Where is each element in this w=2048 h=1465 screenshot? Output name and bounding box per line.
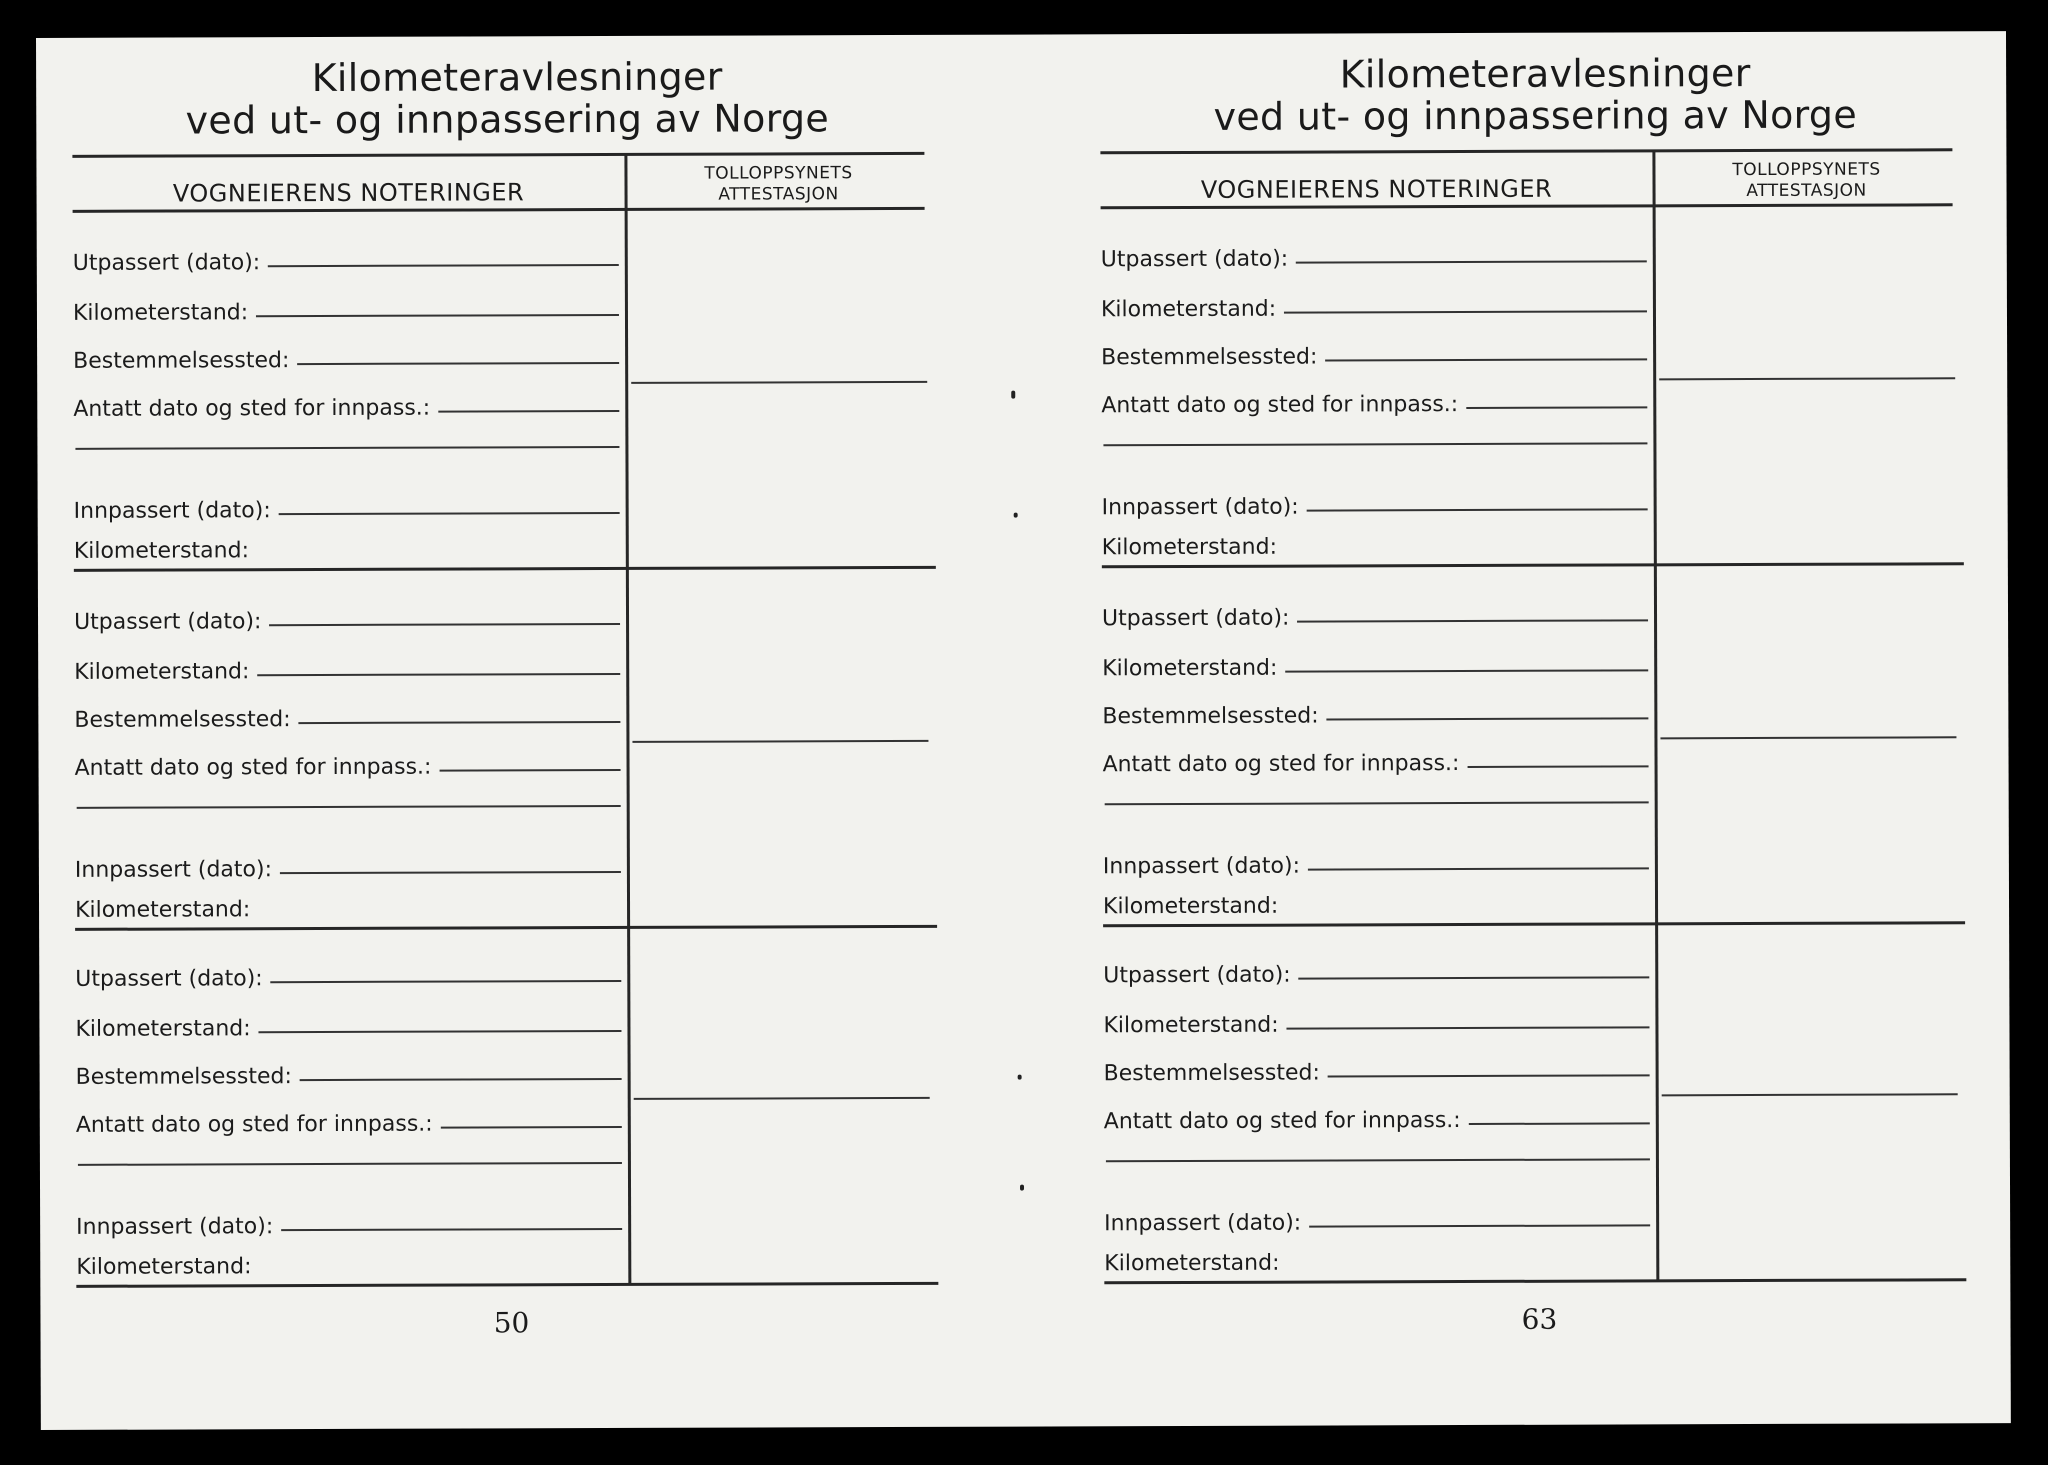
kilometerstand-label: Kilometerstand: [75,897,251,923]
customs-attestation-header [632,163,924,206]
section-rule [1104,1278,1966,1284]
utpassert-line[interactable] [269,623,620,626]
innpassert-label: Innpassert (dato): [76,1214,274,1240]
antatt-label: Antatt dato og sted for innpass.: [1102,751,1460,778]
innpassert-label: Innpassert (dato): [74,857,273,883]
customs-header-line1: TOLLOPPSYNETS [704,163,853,184]
innpassert-label: Innpassert (dato): [1102,853,1301,880]
attestation-divider [1659,377,1955,380]
entry-section [73,209,934,572]
utpassert-field[interactable] [74,601,626,635]
antatt-field[interactable] [74,747,626,781]
kilometerstand-label: Kilometerstand: [73,538,250,564]
kilometerstand-line[interactable] [256,314,619,317]
utpassert-label: Utpassert (dato): [1101,605,1290,632]
kilometerstand-label: Kilometerstand: [75,1016,251,1042]
bestemmelsessted-label: Bestemmelsessted: [1103,1060,1320,1087]
bestemmelsessted-line[interactable] [1325,358,1647,361]
owner-notes-header: VOGNEIERENS NOTERINGER [172,178,525,208]
antatt-label: Antatt dato og sted for innpass.: [75,1111,433,1138]
utpassert-field[interactable] [1101,238,1653,272]
antatt-continuation-line[interactable] [1106,1158,1650,1162]
antatt-label: Antatt dato og sted for innpass.: [74,754,432,781]
kilometerstand-label: Kilometerstand: [1102,655,1278,682]
bestemmelsessted-label: Bestemmelsessted: [74,707,291,733]
antatt-line[interactable] [1467,765,1648,768]
utpassert-label: Utpassert (dato): [72,250,261,276]
kilometerstand-line[interactable] [1285,669,1648,672]
bestemmelsessted-label: Bestemmelsessted: [75,1064,292,1090]
kilometerstand-out-field[interactable] [1101,288,1653,322]
antatt-line[interactable] [1466,406,1647,409]
bestemmelsessted-label: Bestemmelsessted: [1101,344,1318,371]
bestemmelsessted-line[interactable] [297,362,619,365]
entry-section [1103,921,1964,1284]
antatt-line[interactable] [1469,1122,1650,1125]
kilometerstand-label: Kilometerstand: [1103,1012,1279,1039]
innpassert-field[interactable] [74,490,626,524]
entry-section [74,568,935,931]
entry-section [1101,205,1962,568]
entry-section [1102,564,1963,927]
staple-mark [1014,513,1018,518]
kilometerstand-in-field[interactable] [1103,885,1655,919]
innpassert-field[interactable] [1104,1202,1656,1236]
antatt-line[interactable] [439,769,620,772]
utpassert-label: Utpassert (dato): [1100,246,1289,273]
innpassert-label: Innpassert (dato): [1104,1210,1302,1237]
antatt-continuation-line[interactable] [1105,801,1649,805]
header-column-divider [1652,151,1655,206]
bestemmelsessted-field[interactable] [76,1056,628,1090]
bestemmelsessted-line[interactable] [1327,717,1649,720]
utpassert-label: Utpassert (dato): [1103,962,1291,989]
page-number: 50 [493,1306,530,1340]
page-title-line2: ved ut- og innpassering av Norge [1213,92,1858,139]
kilometerstand-label: Kilometerstand: [1104,1250,1280,1277]
top-rule [72,152,924,158]
utpassert-label: Utpassert (dato): [73,609,262,635]
antatt-field[interactable] [73,388,625,422]
kilometerstand-out-field[interactable] [73,292,625,326]
antatt-continuation-line[interactable] [77,805,621,809]
bestemmelsessted-field[interactable] [73,340,625,374]
innpassert-line[interactable] [1309,1224,1650,1227]
kilometerstand-out-field[interactable] [74,651,626,685]
innpassert-field[interactable] [1102,486,1654,520]
kilometerstand-line[interactable] [257,673,620,676]
page-number: 63 [1521,1302,1558,1336]
kilometerstand-in-field[interactable] [74,530,626,564]
antatt-continuation-line[interactable] [1103,442,1647,446]
kilometerstand-in-field[interactable] [75,889,627,923]
innpassert-line[interactable] [1308,867,1649,870]
right-page [1100,31,1975,1426]
kilometerstand-label: Kilometerstand: [1102,893,1279,920]
booklet-spread [36,31,2011,1430]
utpassert-field[interactable] [73,242,625,276]
bestemmelsessted-line[interactable] [299,721,621,724]
utpassert-line[interactable] [1297,619,1648,622]
antatt-field[interactable] [1104,1100,1656,1134]
entry-section [75,925,936,1288]
bestemmelsessted-field[interactable] [1102,695,1654,729]
antatt-continuation-line[interactable] [75,446,619,450]
kilometerstand-in-field[interactable] [1102,526,1654,560]
kilometerstand-label: Kilometerstand: [1100,296,1277,323]
bestemmelsessted-label: Bestemmelsessted: [1102,703,1319,730]
page-title-line2: ved ut- og innpassering av Norge [185,96,830,143]
bestemmelsessted-label: Bestemmelsessted: [73,348,290,374]
kilometerstand-in-field[interactable] [1104,1242,1656,1276]
header-column-divider [624,155,627,210]
attestation-divider [1660,736,1956,739]
customs-header-line1: TOLLOPPSYNETS [1732,159,1881,181]
left-page [72,35,947,1430]
utpassert-line[interactable] [1299,976,1650,979]
innpassert-field[interactable] [76,1206,628,1240]
attestation-divider [634,1097,930,1100]
section-rule [76,1282,938,1288]
utpassert-label: Utpassert (dato): [75,966,263,992]
customs-attestation-header [1660,159,1952,202]
innpassert-line[interactable] [279,512,620,515]
kilometerstand-label: Kilometerstand: [1101,534,1278,561]
innpassert-field[interactable] [1103,845,1655,879]
bestemmelsessted-field[interactable] [1101,336,1653,370]
attestation-divider [632,740,928,743]
antatt-line[interactable] [438,410,619,413]
page-title-line1: Kilometeravlesninger [311,54,723,101]
staple-mark [1011,391,1015,399]
bestemmelsessted-field[interactable] [1104,1052,1656,1086]
kilometerstand-label: Kilometerstand: [76,1254,252,1280]
kilometerstand-label: Kilometerstand: [74,659,250,685]
utpassert-field[interactable] [75,958,627,992]
owner-notes-header: VOGNEIERENS NOTERINGER [1200,174,1553,204]
attestation-divider [631,381,927,384]
kilometerstand-out-field[interactable] [1103,1004,1655,1038]
utpassert-field[interactable] [1103,954,1655,988]
kilometerstand-label: Kilometerstand: [72,300,249,326]
kilometerstand-line[interactable] [259,1030,622,1033]
kilometerstand-out-field[interactable] [1102,647,1654,681]
customs-header-line2: ATTESTASJON [718,184,839,205]
innpassert-line[interactable] [281,1228,622,1231]
bestemmelsessted-field[interactable] [74,699,626,733]
utpassert-line[interactable] [1296,260,1647,263]
bestemmelsessted-line[interactable] [1328,1074,1650,1077]
kilometerstand-in-field[interactable] [76,1246,628,1280]
bestemmelsessted-line[interactable] [300,1078,622,1081]
antatt-field[interactable] [76,1104,628,1138]
kilometerstand-line[interactable] [1287,1026,1650,1029]
innpassert-field[interactable] [75,849,627,883]
utpassert-line[interactable] [268,264,619,267]
customs-header-line2: ATTESTASJON [1746,180,1867,202]
staple-mark [1018,1075,1022,1080]
innpassert-line[interactable] [280,871,621,874]
page-title-line1: Kilometeravlesninger [1339,51,1751,97]
antatt-label: Antatt dato og sted for innpass.: [1101,392,1459,419]
innpassert-label: Innpassert (dato): [73,498,271,524]
antatt-field[interactable] [1101,384,1653,418]
kilometerstand-line[interactable] [1284,310,1647,313]
antatt-field[interactable] [1102,743,1654,777]
utpassert-field[interactable] [1102,597,1654,631]
top-rule [1100,148,1952,154]
kilometerstand-out-field[interactable] [75,1008,627,1042]
antatt-label: Antatt dato og sted for innpass.: [1103,1108,1461,1135]
antatt-label: Antatt dato og sted for innpass.: [73,395,431,422]
utpassert-line[interactable] [271,980,622,983]
staple-mark [1020,1185,1024,1191]
attestation-divider [1662,1093,1958,1096]
antatt-continuation-line[interactable] [78,1162,622,1166]
innpassert-line[interactable] [1307,508,1648,511]
antatt-line[interactable] [441,1126,622,1129]
innpassert-label: Innpassert (dato): [1101,494,1299,521]
